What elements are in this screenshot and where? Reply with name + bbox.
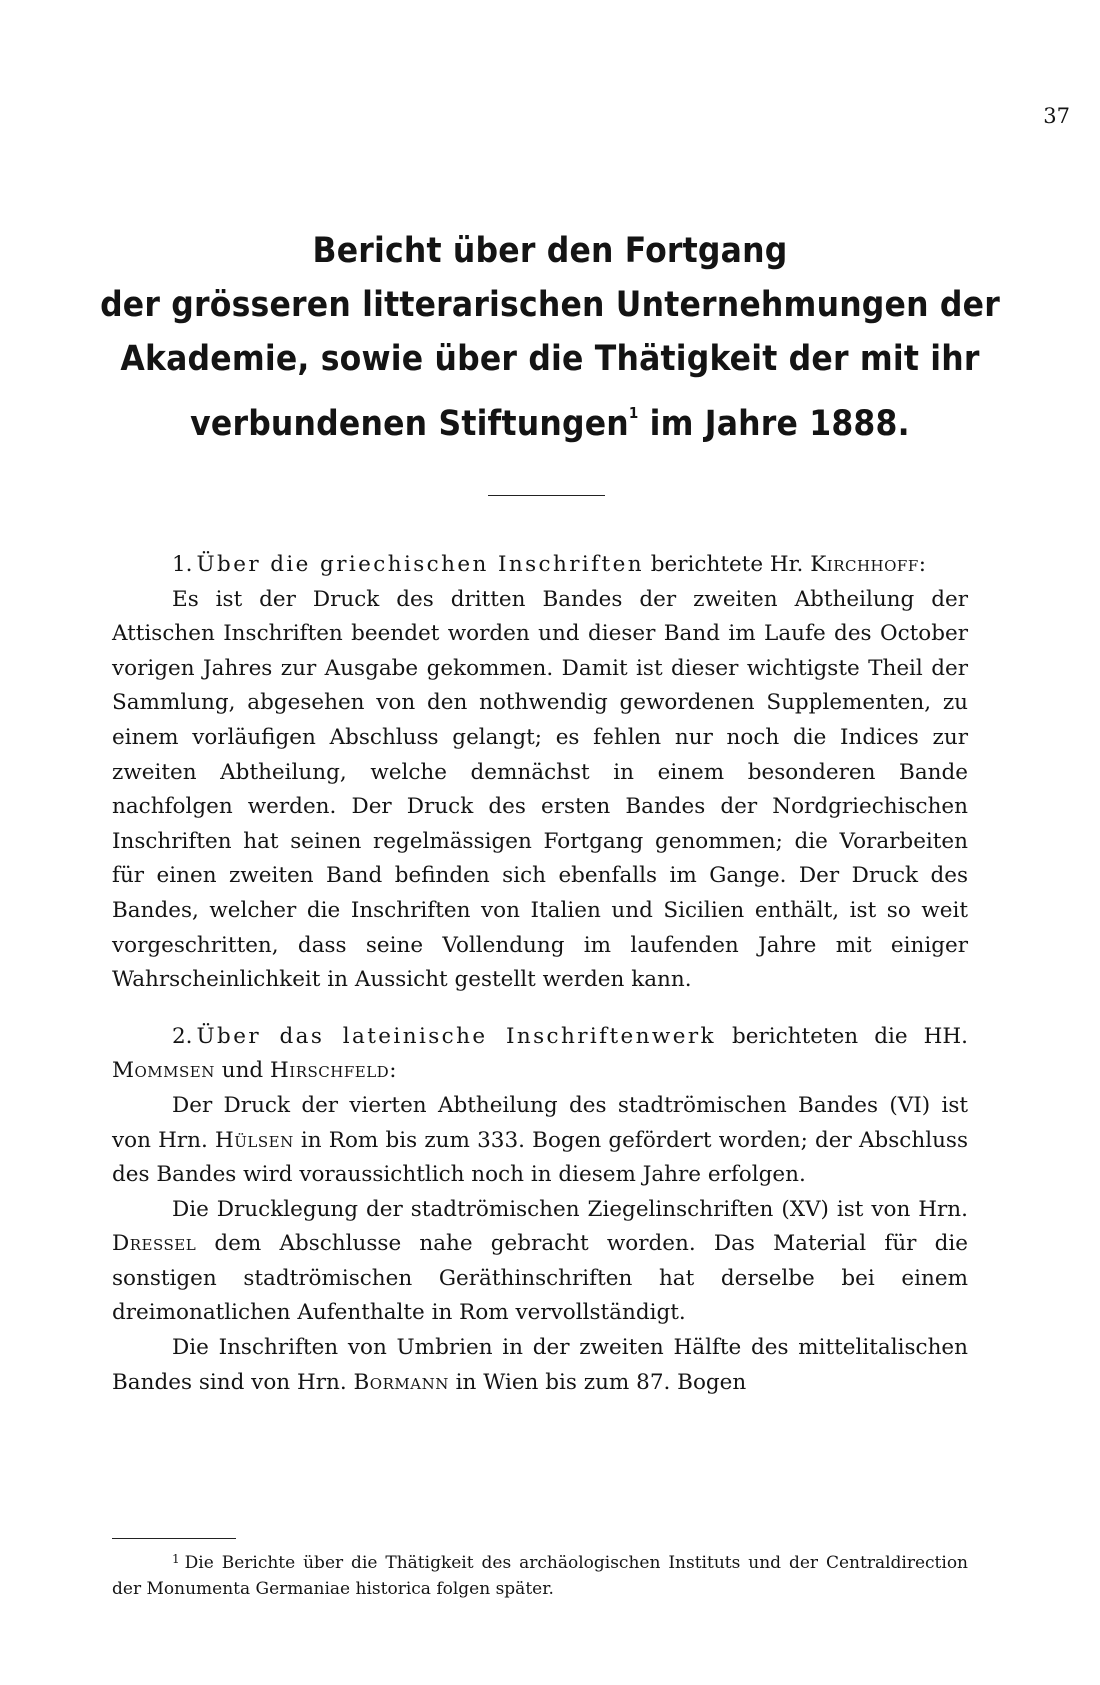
p1-person: Hülsen <box>215 1127 294 1153</box>
section-2-person-1: Mommsen <box>112 1058 215 1084</box>
title-footnote-mark: 1 <box>628 404 639 422</box>
title-line-2: der grösseren litterarischen Unternehmungen der <box>100 285 1000 325</box>
section-1-heading <box>112 548 968 583</box>
title-divider <box>488 495 605 496</box>
p3-end: in Wien bis zum 87. Bogen <box>448 1369 747 1395</box>
title-line-4 <box>100 386 1000 451</box>
footnote-paragraph <box>112 1546 968 1602</box>
footnote-text: Die Berichte über die Thätigkeit des archäologischen Instituts und der Centraldirection der Monumenta Germaniae historica folgen später. <box>112 1553 968 1599</box>
page-title <box>100 224 1000 451</box>
section-1-number: 1. <box>172 552 193 577</box>
p3-start: Die Inschriften von Umbrien in der zweiten Hälfte des mittelitalischen Bandes sind von Hrn. <box>112 1335 968 1395</box>
page-number: 37 <box>1043 104 1070 128</box>
section-2-and: und <box>214 1058 271 1084</box>
p2-start: Die Drucklegung der stadtrömischen Ziegelinschriften (XV) ist von Hrn. <box>172 1196 968 1222</box>
body-text <box>112 548 968 1400</box>
p3-person: Bormann <box>353 1369 449 1395</box>
section-2-paragraph-1 <box>112 1089 968 1193</box>
footnote-mark: 1 <box>172 1552 180 1566</box>
section-2-lead: Über das lateinische Inschriftenwerk <box>196 1023 716 1049</box>
section-1-paragraph: Es ist der Druck des dritten Bandes der zweiten Abtheilung der Attischen Inschriften beendet worden und dieser Band im Laufe des October vorigen Jahres zur Ausgabe gekommen. Damit ist dieser wichtigste Theil der Sammlung, abgesehen von den nothwendig gewordenen Supplementen, zu einem vorläufigen Abschluss gelangt; es fehlen nur noch die Indices zur zweiten Abtheilung, welche demnächst in einem besonderen Bande nachfolgen werden. Der Druck des ersten Bandes der Nordgriechischen Inschriften hat seinen regelmässigen Fortgang genommen; die Vorarbeiten für einen zweiten Band befinden sich ebenfalls im Gange. Der Druck des Bandes, welcher die Inschriften von Italien und Sicilien enthält, ist so weit vorgeschritten, dass seine Vollendung im laufenden Jahre mit einiger Wahrscheinlichkeit in Aussicht gestellt werden kann. <box>112 586 968 993</box>
footnote <box>112 1546 968 1602</box>
title-line-1: Bericht über den Fortgang <box>312 231 788 271</box>
p1-end: in Rom bis zum 333. Bogen gefördert worden; der Abschluss des Bandes wird voraussichtlich noch in diesem Jahre erfolgen. <box>112 1127 968 1188</box>
title-line-4-start: verbundenen Stiftungen <box>190 404 629 444</box>
section-1-verb: berichtete Hr. <box>643 552 811 577</box>
p2-end: dem Abschlusse nahe gebracht worden. Das Material für die sonstigen stadtrömischen Geräthinschriften hat derselbe bei einem dreimonatlichen Aufenthalte in Rom vervollständigt. <box>112 1231 968 1326</box>
section-1-colon: : <box>918 552 927 577</box>
title-line-4-end: im Jahre 1888. <box>638 404 910 444</box>
section-2-verb: berichteten die HH. <box>715 1023 968 1049</box>
section-2-heading <box>112 1020 968 1089</box>
section-2-number: 2. <box>172 1023 193 1049</box>
section-2-paragraph-2 <box>112 1193 968 1331</box>
p2-person: Dressel <box>112 1231 197 1257</box>
footnote-divider <box>112 1538 236 1539</box>
section-2-person-2: Hirschfeld <box>270 1058 390 1084</box>
title-line-3: Akademie, sowie über die Thätigkeit der mit ihr <box>120 339 980 379</box>
p1-start: Der Druck der vierten Abtheilung des stadtrömischen Bandes (VI) ist von Hrn. <box>112 1092 968 1153</box>
section-1-lead: Über die griechischen Inschriften <box>196 552 644 577</box>
section-2-colon: : <box>389 1058 397 1084</box>
section-gap <box>112 998 968 1020</box>
section-2-paragraph-3 <box>112 1331 968 1400</box>
section-1-person: Kirchhoff <box>810 552 919 577</box>
